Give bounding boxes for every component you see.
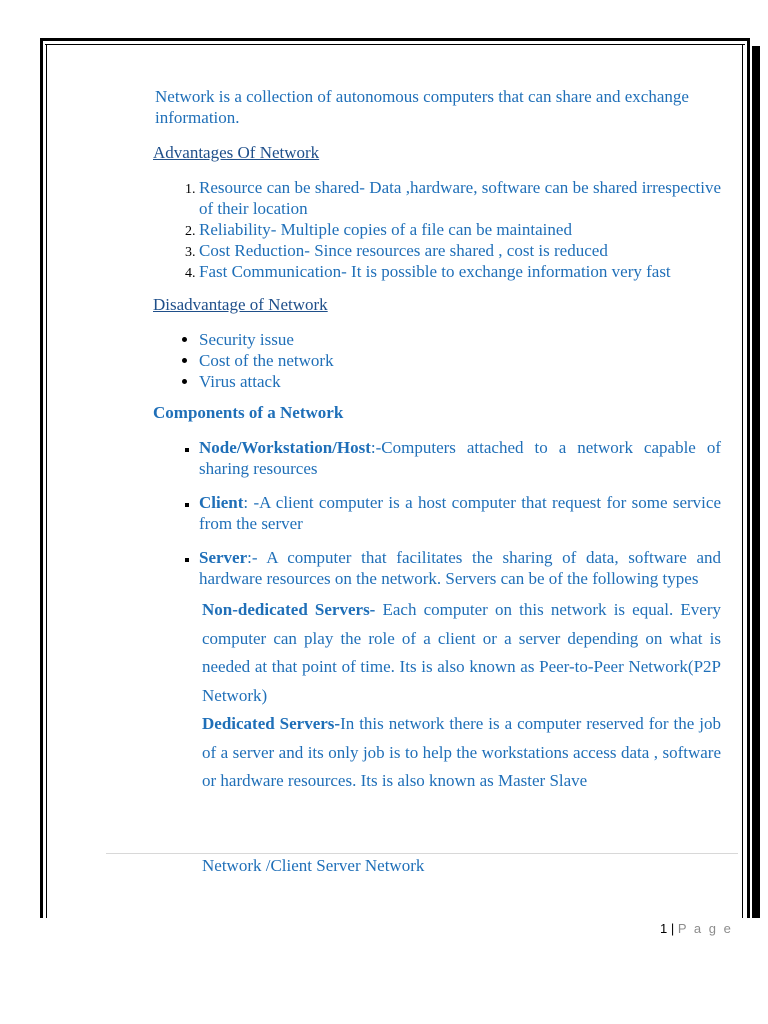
- component-term: Node/Workstation/Host: [199, 438, 371, 457]
- advantages-heading: Advantages Of Network: [153, 143, 320, 162]
- component-description: :-Computers attached to a network capable of sharing resources: [199, 438, 721, 478]
- list-item: [199, 437, 721, 479]
- frame-border-top: [40, 38, 750, 41]
- advantages-list: [153, 177, 721, 282]
- document-body: [153, 86, 721, 796]
- server-type-paragraph: [202, 596, 721, 710]
- frame-shadow: [752, 46, 760, 918]
- page-number: 1: [660, 921, 668, 936]
- server-type-description: Each computer on this network is equal. Every computer can play the role of a client or a server depending on what is needed at that point of time. Its is also known as Peer-to-Peer Network(P2P Network): [202, 600, 721, 705]
- frame-border-left: [40, 38, 43, 918]
- component-description: : -A client computer is a host computer that request for some service from the server: [199, 493, 721, 533]
- continued-text: Network /Client Server Network: [202, 856, 425, 875]
- frame-border-right: [747, 38, 750, 918]
- list-item: 1. Resource can be shared- Data ,hardware, software can be shared irrespective of their location: [199, 177, 721, 219]
- frame-border-top-inner: [45, 44, 745, 45]
- list-item: • Virus attack: [199, 371, 721, 392]
- list-item: [199, 547, 721, 589]
- frame-border-left-inner: [46, 44, 47, 918]
- frame-border-right-inner: [742, 44, 743, 918]
- components-list: [153, 437, 721, 589]
- footer-divider: [106, 853, 738, 854]
- list-item: • Security issue: [199, 329, 721, 350]
- components-heading: Components of a Network: [153, 403, 344, 422]
- component-description: :- A computer that facilitates the sharing of data, software and hardware resources on the network. Servers can be of the following types: [199, 548, 721, 588]
- disadvantages-heading: Disadvantage of Network: [153, 295, 328, 314]
- server-type-paragraph: [202, 710, 721, 796]
- list-item: 4. Fast Communication- It is possible to exchange information very fast: [199, 261, 721, 282]
- page-separator: |: [670, 921, 675, 936]
- list-item: 2. Reliability- Multiple copies of a file can be maintained: [199, 219, 721, 240]
- page-label: P a g e: [677, 921, 733, 936]
- component-term: Client: [199, 493, 244, 512]
- disadvantages-list: [153, 329, 721, 392]
- server-type-term: Non-dedicated Servers-: [202, 600, 376, 619]
- server-type-term: Dedicated Servers-: [202, 714, 341, 733]
- page-footer: [660, 921, 733, 936]
- server-types: [202, 596, 721, 796]
- list-item: • Cost of the network: [199, 350, 721, 371]
- server-type-description: In this network there is a computer reserved for the job of a server and its only job is to help the workstations access data , software or hardware resources. Its is also known as Master Slave: [202, 714, 721, 790]
- component-term: Server: [199, 548, 248, 567]
- list-item: [199, 492, 721, 534]
- list-item: 3. Cost Reduction- Since resources are shared , cost is reduced: [199, 240, 721, 261]
- intro-paragraph: Network is a collection of autonomous computers that can share and exchange information.: [155, 87, 689, 127]
